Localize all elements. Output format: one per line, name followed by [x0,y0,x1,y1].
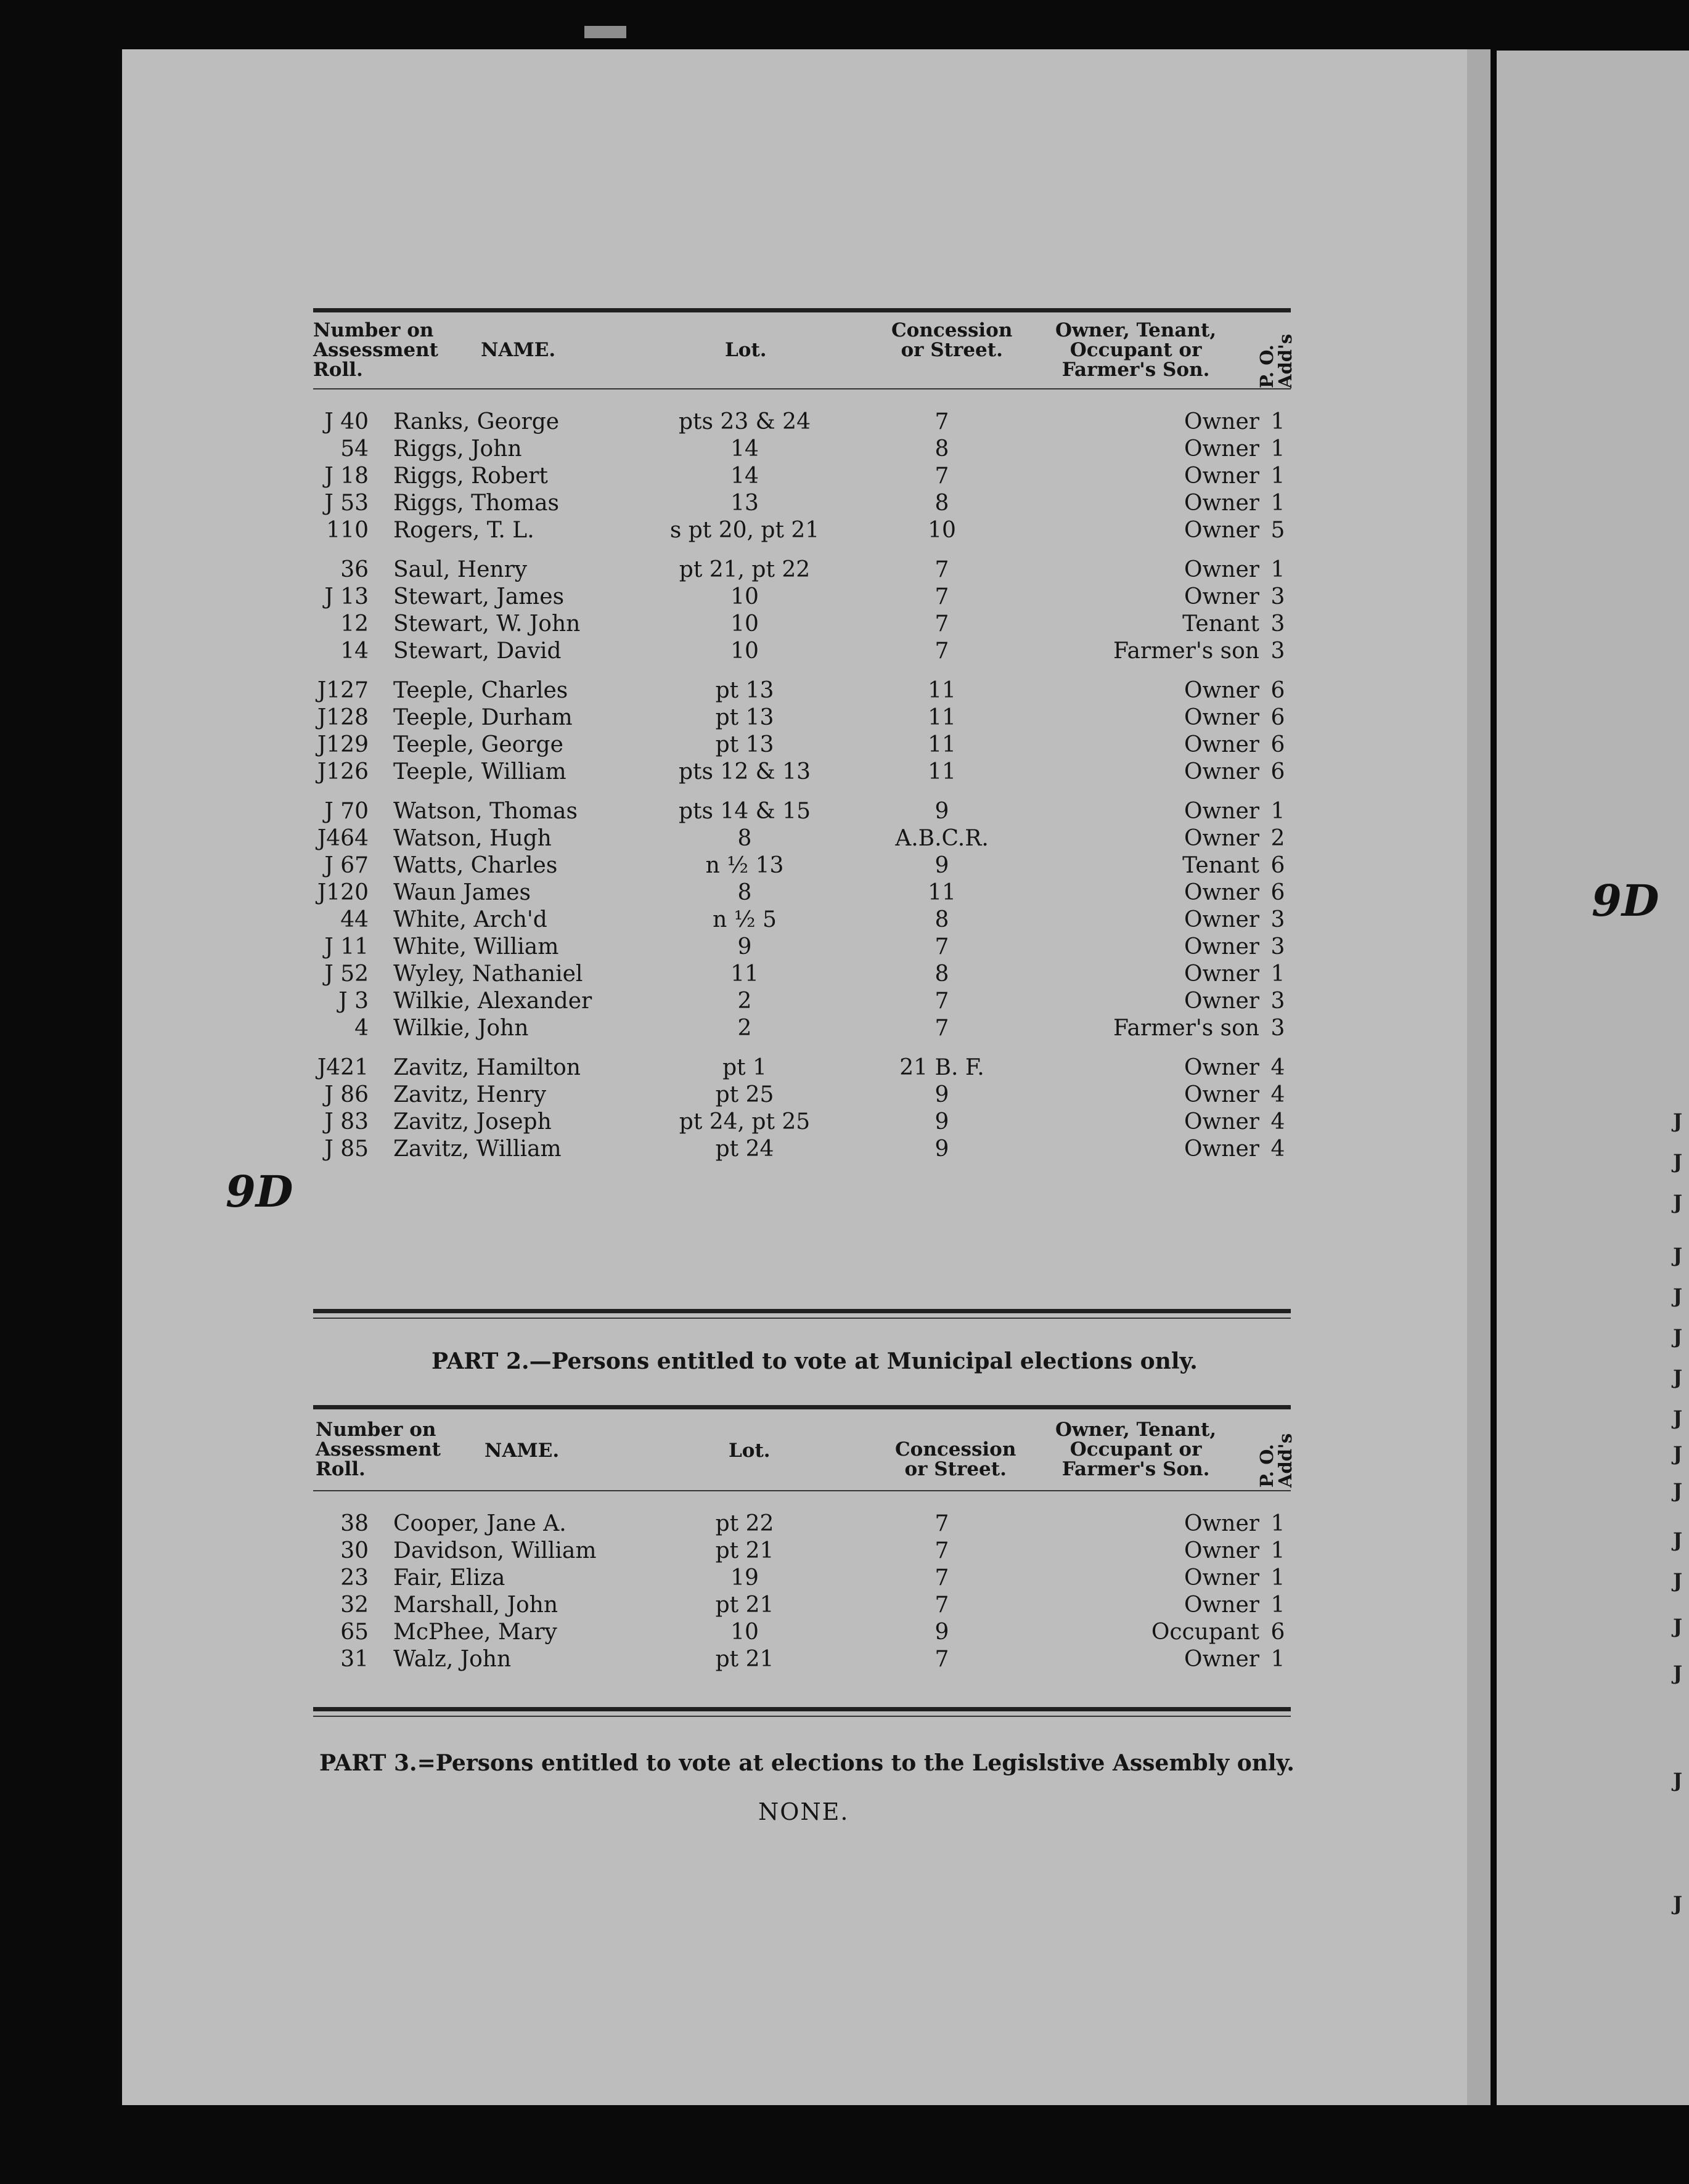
voter-name: Teeple, Charles [393,678,568,703]
concession-value: 11 [928,732,956,757]
part3-none: NONE. [758,1798,849,1825]
assessment-number: J 13 [324,584,369,609]
concession-value: 7 [934,1538,949,1563]
adjacent-page-mark: J [1673,1479,1683,1502]
po-address: 1 [1270,463,1285,489]
po-address: 1 [1270,409,1285,434]
po-address: 3 [1270,638,1285,664]
lot-value: 2 [737,988,752,1014]
po-address: 1 [1270,1565,1285,1591]
po-address: 4 [1270,1082,1285,1107]
part2-header-status: Owner, Tenant, Occupant or Farmer's Son. [1055,1419,1217,1480]
status-value: Owner [1184,705,1259,730]
voter-name: Stewart, W. John [393,611,581,637]
po-address: 3 [1270,988,1285,1014]
table-row [313,518,1291,545]
lot-value: pt 25 [715,1082,774,1107]
status-value: Owner [1184,678,1259,703]
adjacent-page-mark: J [1673,1442,1683,1465]
po-address: 1 [1270,557,1285,582]
adjacent-page-mark: J [1673,1150,1683,1173]
status-value: Owner [1184,518,1259,543]
concession-value: 7 [934,557,949,582]
concession-value: 7 [934,1511,949,1536]
concession-value: 21 B. F. [899,1055,984,1080]
assessment-number: 44 [340,907,369,932]
assessment-number: J 86 [324,1082,369,1107]
lot-value: pt 13 [715,678,774,703]
voter-name: Zavitz, Henry [393,1082,547,1107]
lot-value: 8 [737,826,752,851]
concession-value: 7 [934,1592,949,1618]
status-value: Owner [1184,409,1259,434]
adjacent-page-mark: J [1673,1569,1683,1592]
table-row [313,1136,1291,1163]
po-address: 5 [1270,518,1285,543]
margin-annotation-right: 9D [1592,875,1659,926]
status-value: Owner [1184,759,1259,784]
table-row [313,1016,1291,1043]
concession-value: 7 [934,638,949,664]
concession-value: 11 [928,678,956,703]
concession-value: 11 [928,880,956,905]
table1-end-rule [313,1309,1291,1313]
lot-value: 9 [737,934,752,960]
adjacent-page-mark: J [1673,1661,1683,1685]
concession-value: 9 [934,1082,949,1107]
voter-name: Walz, John [393,1647,512,1672]
concession-value: 9 [934,853,949,878]
assessment-number: 23 [340,1565,369,1591]
po-address: 3 [1270,611,1285,637]
table-row [313,1647,1291,1674]
lot-value: pt 24 [715,1136,774,1162]
concession-value: 9 [934,1620,949,1645]
table-row [313,1620,1291,1647]
lot-value: 8 [737,880,752,905]
assessment-number: 4 [354,1016,369,1041]
table-row [313,988,1291,1016]
table-row [313,934,1291,961]
voter-name: Wyley, Nathaniel [393,961,583,987]
header-rule-top [313,308,1291,312]
status-value: Owner [1184,1055,1259,1080]
status-value: Owner [1184,1511,1259,1536]
table-row [313,1592,1291,1620]
status-value: Owner [1184,880,1259,905]
status-value: Owner [1184,1082,1259,1107]
assessment-number: 32 [340,1592,369,1618]
po-address: 1 [1270,961,1285,987]
lot-value: 10 [730,638,759,664]
assessment-number: J 53 [324,491,369,516]
table-row [313,1565,1291,1592]
assessment-number: J126 [317,759,369,784]
table-row [313,1109,1291,1136]
status-value: Tenant [1182,611,1259,637]
page-edge [1467,49,1491,2105]
status-value: Owner [1184,907,1259,932]
group-gap [313,545,1291,557]
part2-header-name: NAME. [485,1440,560,1462]
header-po: P. O. Add's [1256,333,1296,388]
status-value: Owner [1184,1538,1259,1563]
lot-value: 14 [730,463,759,489]
concession-value: 7 [934,409,949,434]
group-gap [313,786,1291,799]
lot-value: 19 [730,1565,759,1591]
voter-name: Marshall, John [393,1592,558,1618]
part2-end-rule-thin [313,1716,1291,1717]
voter-name: Teeple, Durham [393,705,573,730]
voter-name: Wilkie, John [393,1016,529,1041]
status-value: Occupant [1151,1620,1259,1645]
lot-value: 2 [737,1016,752,1041]
voter-name: Zavitz, William [393,1136,562,1162]
status-value: Owner [1184,1565,1259,1591]
group-gap [313,1043,1291,1055]
header-status: Owner, Tenant, Occupant or Farmer's Son. [1055,319,1217,381]
assessment-number: J464 [317,826,369,851]
table-row [313,732,1291,759]
voter-name: Watson, Thomas [393,799,578,824]
lot-value: pt 21 [715,1647,774,1672]
table-row [313,678,1291,705]
adjacent-page-mark: J [1673,1406,1683,1430]
part3-title: PART 3.=Persons entitled to vote at elections to the Legislstive Assembly only. [319,1750,1294,1776]
concession-value: 7 [934,463,949,489]
voter-name: Ranks, George [393,409,560,434]
adjacent-page-mark: J [1673,1892,1683,1915]
lot-value: pt 21 [715,1538,774,1563]
status-value: Owner [1184,584,1259,609]
table-row [313,853,1291,880]
lot-value: pt 13 [715,732,774,757]
lot-value: pts 23 & 24 [679,409,811,434]
voter-name: Zavitz, Joseph [393,1109,552,1135]
concession-value: 7 [934,1647,949,1672]
concession-value: 9 [934,1109,949,1135]
lot-value: pt 21, pt 22 [679,557,811,582]
part2-header-lot: Lot. [729,1440,771,1462]
header-concession: Concession or Street. [891,319,1013,361]
lot-value: 10 [730,611,759,637]
voter-name: Wilkie, Alexander [393,988,592,1014]
status-value: Farmer's son [1113,638,1259,664]
concession-value: 11 [928,705,956,730]
table-row [313,880,1291,907]
adjacent-page [1497,51,1689,2105]
po-address: 1 [1270,436,1285,462]
voter-name: White, William [393,934,559,960]
po-address: 1 [1270,799,1285,824]
part2-header-rule-top [313,1405,1291,1409]
assessment-number: J128 [317,705,369,730]
table-row [313,759,1291,786]
po-address: 4 [1270,1109,1285,1135]
adjacent-page-mark: J [1673,1325,1683,1348]
assessment-number: J120 [317,880,369,905]
voter-name: Teeple, William [393,759,566,784]
assessment-number: J 11 [324,934,369,960]
assessment-number: 38 [340,1511,369,1536]
assessment-number: 36 [340,557,369,582]
assessment-number: 31 [340,1647,369,1672]
group-gap [313,666,1291,678]
po-address: 6 [1270,678,1285,703]
po-address: 1 [1270,1647,1285,1672]
voter-name: Watts, Charles [393,853,558,878]
table-row [313,436,1291,463]
concession-value: 11 [928,759,956,784]
assessment-number: J129 [317,732,369,757]
lot-value: pts 14 & 15 [679,799,811,824]
concession-value: 8 [934,436,949,462]
adjacent-page-mark: J [1673,1284,1683,1308]
voter-name: Saul, Henry [393,557,528,582]
table-row [313,638,1291,666]
assessment-number: J 52 [324,961,369,987]
concession-value: 10 [928,518,956,543]
voter-name: Rogers, T. L. [393,518,534,543]
assessment-number: J421 [317,1055,369,1080]
status-value: Tenant [1182,853,1259,878]
status-value: Owner [1184,463,1259,489]
adjacent-page-mark: J [1673,1528,1683,1552]
part2-end-rule [313,1707,1291,1711]
assessment-number: J 85 [324,1136,369,1162]
assessment-number: 12 [340,611,369,637]
table-row [313,1511,1291,1538]
concession-value: 8 [934,961,949,987]
assessment-number: 54 [340,436,369,462]
lot-value: 13 [730,491,759,516]
concession-value: 7 [934,934,949,960]
table-row [313,705,1291,732]
lot-value: pt 22 [715,1511,774,1536]
assessment-number: 110 [326,518,369,543]
assessment-number: J127 [317,678,369,703]
header-number: Number on Assessment Roll. [313,319,438,381]
assessment-number: 14 [340,638,369,664]
status-value: Owner [1184,826,1259,851]
lot-value: s pt 20, pt 21 [669,518,820,543]
status-value: Owner [1184,1592,1259,1618]
status-value: Owner [1184,436,1259,462]
po-address: 6 [1270,1620,1285,1645]
concession-value: 7 [934,1016,949,1041]
po-address: 1 [1270,491,1285,516]
table-row [313,1055,1291,1082]
part2-table [313,1511,1291,1674]
status-value: Owner [1184,934,1259,960]
adjacent-page-mark: J [1673,1109,1683,1133]
voter-name: Fair, Eliza [393,1565,505,1591]
table1-end-rule-thin [313,1318,1291,1319]
table-row [313,409,1291,436]
po-address: 3 [1270,934,1285,960]
table-row [313,961,1291,988]
status-value: Owner [1184,732,1259,757]
assessment-number: 65 [340,1620,369,1645]
po-address: 6 [1270,705,1285,730]
adjacent-page-mark: J [1673,1615,1683,1638]
status-value: Owner [1184,961,1259,987]
concession-value: 8 [934,491,949,516]
po-address: 3 [1270,907,1285,932]
voters-table [313,409,1291,1163]
table-row [313,907,1291,934]
status-value: Owner [1184,1136,1259,1162]
voter-name: McPhee, Mary [393,1620,557,1645]
po-address: 6 [1270,759,1285,784]
assessment-number: J 18 [324,463,369,489]
voter-name: Zavitz, Hamilton [393,1055,581,1080]
concession-value: 7 [934,611,949,637]
voter-name: Cooper, Jane A. [393,1511,566,1536]
assessment-number: J 40 [324,409,369,434]
po-address: 1 [1270,1511,1285,1536]
lot-value: 10 [730,584,759,609]
table-row [313,557,1291,584]
po-address: 4 [1270,1136,1285,1162]
concession-value: 7 [934,988,949,1014]
adjacent-page-mark: J [1673,1366,1683,1389]
voter-name: Riggs, John [393,436,522,462]
assessment-number: J 67 [324,853,369,878]
assessment-number: 30 [340,1538,369,1563]
assessment-number: J 83 [324,1109,369,1135]
po-address: 4 [1270,1055,1285,1080]
lot-value: pts 12 & 13 [679,759,811,784]
voter-name: Davidson, William [393,1538,597,1563]
po-address: 1 [1270,1592,1285,1618]
table-row [313,584,1291,611]
lot-value: n ½ 13 [705,853,784,878]
table-row [313,1082,1291,1109]
status-value: Owner [1184,557,1259,582]
status-value: Owner [1184,1109,1259,1135]
concession-value: 7 [934,584,949,609]
concession-value: A.B.C.R. [895,826,989,851]
status-value: Owner [1184,1647,1259,1672]
po-address: 2 [1270,826,1285,851]
status-value: Farmer's son [1113,1016,1259,1041]
concession-value: 9 [934,799,949,824]
status-value: Owner [1184,491,1259,516]
adjacent-page-mark: J [1673,1191,1683,1214]
po-address: 6 [1270,880,1285,905]
voter-name: White, Arch'd [393,907,547,932]
status-value: Owner [1184,799,1259,824]
part2-header-number: Number on Assessment Roll. [316,1419,441,1480]
header-rule-bottom [313,388,1291,389]
lot-value: n ½ 5 [713,907,777,932]
lot-value: 11 [730,961,759,987]
part2-header-rule-bottom [313,1490,1291,1491]
part2-header-po: P. O. Add's [1256,1433,1296,1488]
voter-name: Stewart, David [393,638,562,664]
margin-annotation-left: 9D [226,1166,293,1217]
voter-name: Riggs, Thomas [393,491,560,516]
po-address: 3 [1270,1016,1285,1041]
lot-value: 10 [730,1620,759,1645]
voter-name: Watson, Hugh [393,826,552,851]
concession-value: 7 [934,1565,949,1591]
lot-value: pt 24, pt 25 [679,1109,811,1135]
po-address: 3 [1270,584,1285,609]
lot-value: 14 [730,436,759,462]
lot-value: pt 13 [715,705,774,730]
header-lot: Lot. [725,339,767,361]
part2-title: PART 2.—Persons entitled to vote at Municipal elections only. [431,1348,1198,1374]
table-row [313,826,1291,853]
po-address: 6 [1270,732,1285,757]
part2-header-concession: Concession or Street. [895,1438,1016,1480]
voter-name: Waun James [393,880,531,905]
voter-name: Teeple, George [393,732,563,757]
table-row [313,1538,1291,1565]
assessment-number: J 70 [324,799,369,824]
po-address: 1 [1270,1538,1285,1563]
voter-name: Stewart, James [393,584,565,609]
adjacent-page-mark: J [1673,1244,1683,1267]
status-value: Owner [1184,988,1259,1014]
voter-name: Riggs, Robert [393,463,548,489]
concession-value: 9 [934,1136,949,1162]
adjacent-page-mark: J [1673,1769,1683,1792]
table-row [313,799,1291,826]
top-tab-mark [584,26,626,38]
header-name: NAME. [481,339,556,361]
lot-value: pt 1 [722,1055,767,1080]
table-row [313,611,1291,638]
concession-value: 8 [934,907,949,932]
table-row [313,491,1291,518]
assessment-number: J 3 [338,988,369,1014]
lot-value: pt 21 [715,1592,774,1618]
table-row [313,463,1291,491]
po-address: 6 [1270,853,1285,878]
